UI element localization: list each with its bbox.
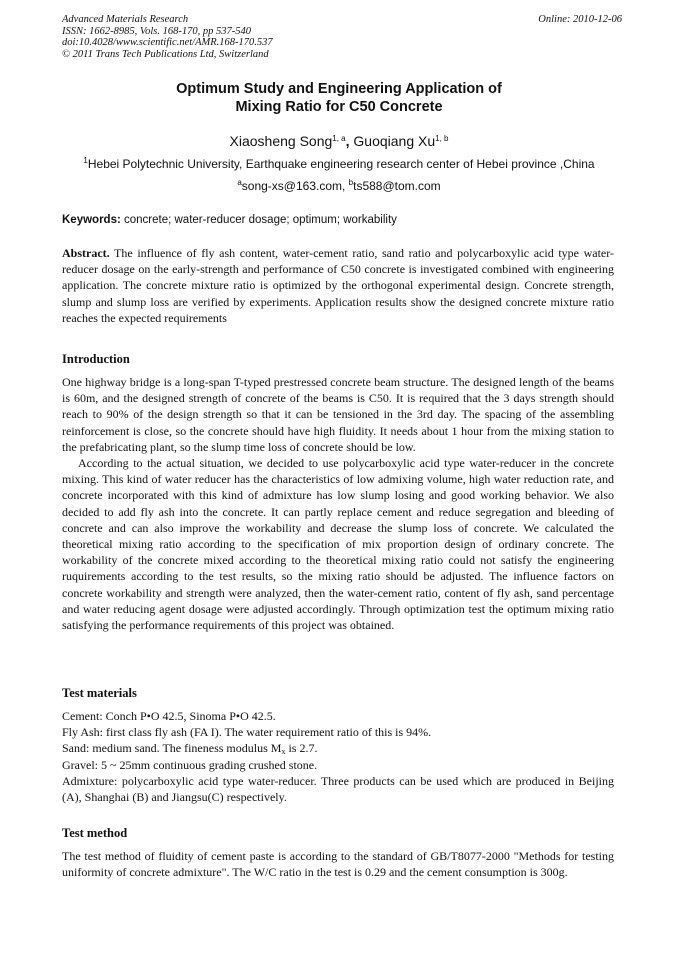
keywords-label: Keywords:	[62, 214, 121, 226]
affiliation-text: Hebei Polytechnic University, Earthquake engineering research center of Hebei province ,China	[87, 157, 595, 171]
author-emails	[0, 178, 678, 194]
email-link[interactable]: ts588@tom.com	[353, 179, 441, 193]
modulus-subscript: x	[281, 747, 286, 757]
material-cement: Cement: Conch P•O 42.5, Sinoma P•O 42.5.	[62, 709, 276, 723]
section-heading-test-method: Test method	[62, 826, 128, 840]
author-list	[0, 132, 678, 150]
material-sand	[62, 740, 614, 756]
journal-copyright: © 2011 Trans Tech Publications Ltd, Switzerland	[62, 48, 269, 60]
online-date: Online: 2010-12-06	[538, 14, 622, 25]
materials-list	[62, 708, 614, 805]
section-heading-introduction: Introduction	[62, 352, 130, 366]
title-line-1: Optimum Study and Engineering Application of	[176, 81, 502, 97]
material-admixture: Admixture: polycarboxylic acid type water-reducer. Three products can be used which are produced in Beijing (A), Shanghai (B) and Jiangsu(C) respectively.	[62, 773, 614, 805]
paper-title	[0, 80, 678, 116]
author-separator: ,	[345, 133, 354, 149]
email-mark: b	[348, 178, 354, 187]
test-method-paragraph: The test method of fluidity of cement paste is according to the standard of GB/T8077-2000 "Methods for testing uniformity of concrete admixture". The W/C ratio in the test is 0.29 and the cement consumption is 300g.	[62, 849, 614, 880]
email-mark: a	[237, 178, 242, 187]
journal-doi: doi:10.4028/www.scientific.net/AMR.168-170.537	[62, 37, 273, 48]
affiliation	[0, 156, 678, 172]
author-name: Guoqiang Xu	[353, 133, 436, 149]
author-affil-mark: 1, a	[332, 134, 346, 143]
keywords-text: concrete; water-reducer dosage; optimum; workability	[120, 214, 397, 226]
title-line-2: Mixing Ratio for C50 Concrete	[235, 99, 443, 115]
sand-text: Sand: medium sand. The fineness modulus M	[62, 741, 282, 756]
abstract-label: Abstract.	[62, 246, 110, 260]
material-fly-ash: Fly Ash: first class fly ash (FA I). The water requirement ratio of this is 94%.	[62, 725, 432, 740]
journal-header	[62, 14, 622, 60]
keywords	[62, 213, 614, 228]
journal-issn: ISSN: 1662-8985, Vols. 168-170, pp 537-540	[62, 25, 251, 37]
abstract-text: The influence of fly ash content, water-cement ratio, sand ratio and polycarboxylic acid type water-reducer dosage on the early-strength and performance of C50 concrete is investigated combined with engineering application. The concrete mixture ratio is optimized by the orthogonal experimental design. Concrete strength, slump and slump loss are verified by experiments. Application results show the designed concrete mixture ratio reaches the expected requirements	[62, 246, 614, 325]
journal-name: Advanced Materials Research	[62, 14, 189, 25]
material-gravel: Gravel: 5 ~ 25mm continuous grading crushed stone.	[62, 757, 318, 772]
abstract	[62, 245, 614, 326]
author-name: Xiaosheng Song	[229, 133, 333, 149]
introduction-paragraph-2: According to the actual situation, we decided to use polycarboxylic acid type water-reducer in the concrete mixing. This kind of water reducer has the characteristics of low admixing volume, high water reduction rate, and concrete incorporated with this kind of admixture has low slump losing and good working behavior. We also decided to add fly ash into the concrete. It can partly replace cement and reduce segregation and bleeding of concrete and can also improve the workability and decrease the slump loss of concrete. We calculated the theoretical mixing ratio according to the specification of mix proportion design of ordinary concrete. The workability of the concrete mixed according to the theoretical mixing ratio could not satisfy the engineering ruquirements according to the test results, so the mixing ratio should be adjusted. The influence factors on concrete workability and strength were analyzed, then the water-cement ratio, content of fly ash, sand percentage and water reducing agent dosage were adjusted accordingly. Through optimization test the optimum mixing ratio satisfying the performance requirements of this project was obtained.	[62, 456, 614, 633]
section-heading-test-materials: Test materials	[62, 686, 137, 700]
affiliation-mark: 1	[83, 156, 88, 165]
email-link[interactable]: song-xs@163.com,	[241, 179, 349, 193]
sand-value: is 2.7.	[285, 741, 318, 756]
introduction-paragraph-1: One highway bridge is a long-span T-typed prestressed concrete beam structure. The designed length of the beams is 60m, and the designed strength of concrete of the beams is C50. It is required that the 3 days strength should reach to 90% of the design strength so that it can be tensioned in the 3rd day. The spacing of the assembling reinforcement is close, so the concrete should have high fluidity. It needs about 1 hour from the mixing station to the prefabricating plant, so the slump time loss of concrete should be low.	[62, 375, 614, 454]
author-affil-mark: 1, b	[435, 134, 449, 143]
